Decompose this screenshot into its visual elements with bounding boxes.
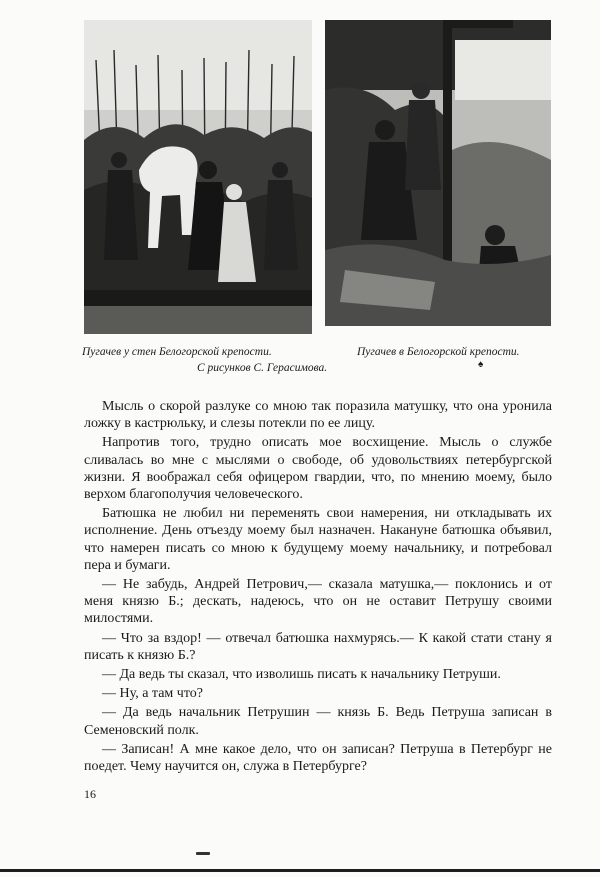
paragraph: — Записан! А мне какое дело, что он записан? Петруша в Петербург не поедет. Чему научится он, служа в Петербурге? [84,741,552,775]
paragraph: — Что за вздор! — отвечал батюшка нахмурясь.— К какой стати стану я писать к князю Б.? [84,630,552,663]
engraving-crowd-with-horse [84,20,312,334]
illustration-pugachev-in-fortress [325,20,551,326]
page-number: 16 [84,787,96,801]
paragraph: — Да ведь начальник Петрушин — князь Б. Ведь Петруша записан в Семеновский полк. [84,705,552,738]
scan-mark [196,852,210,855]
bottom-rule [0,869,600,872]
engraving-gallows-scene [325,20,551,326]
caption-credit: С рисунков С. Герасимова. [197,362,328,374]
paragraph: Батюшка не любил ни переменять свои намерения, ни откладывать их исполнение. День отъезду моему был назначен. Накануне батюшка объявил, что намерен писать со мною к будущему моему начальнику, и потребовал пера и бумаги. [84,506,552,573]
paragraph: Мысль о скорой разлуке со мною так поразила матушку, что она уронила ложку в кастрюльку, и слезы потекли по ее лицу. [84,399,552,432]
paragraph: Напротив того, трудно описать мое восхищение. Мысль о службе сливалась во мне с мыслями о свободе, об удовольствиях петербургской жизни. Я воображал себя офицером гвардии, что, по мнению моему, было верхом благополучия человеческого. [84,435,552,503]
paragraph: — Да ведь ты сказал, что изволишь писать к начальнику Петруши. [102,667,501,683]
paragraph: — Не забудь, Андрей Петрович,— сказала матушка,— поклонись и от меня князю Б.; дескать, надеюсь, что он не оставит Петрушу своими милостями. [84,577,552,627]
caption-left: Пугачев у стен Белогорской крепости. [82,346,272,358]
caption-right: Пугачев в Белогорской крепости. [357,346,520,358]
illustration-pugachev-at-walls [84,20,312,334]
body-text [84,398,552,775]
caption-mark: ♠ [478,359,484,370]
paragraph: — Ну, а там что? [102,686,203,702]
